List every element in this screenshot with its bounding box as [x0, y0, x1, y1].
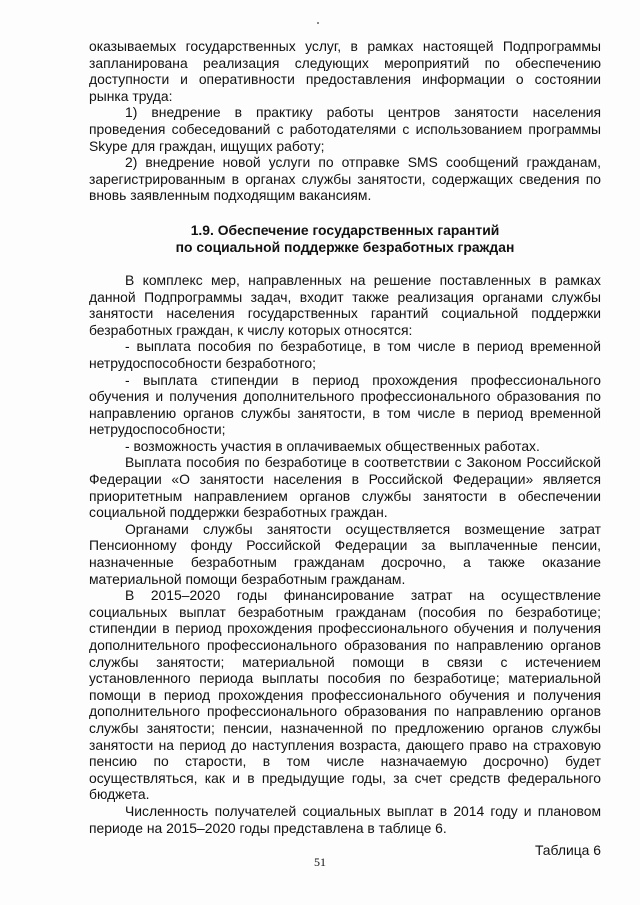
page-number: 51 — [314, 855, 326, 869]
scan-mark — [317, 22, 319, 24]
list-item: - выплата пособия по безработице, в том числе в период временной нетрудоспособности безработного; — [89, 338, 601, 371]
paragraph: Численность получателей социальных выплат в 2014 году и плановом периоде на 2015–2020 годы представлена в таблице 6. — [89, 802, 601, 836]
paragraph: 1) внедрение в практику работы центров занятости населения проведения собеседований с работодателями с использованием программы Skype для граждан, ищущих работу; — [89, 104, 601, 154]
paragraph: Органами службы занятости осуществляется возмещение затрат Пенсионному фонду Российской Федерации за выплаченные пенсии, назначенные безработным гражданам досрочно, а также оказание материальной помощи безработным гражданам. — [89, 520, 601, 587]
list-item: - возможность участия в оплачиваемых общественных работах. — [125, 437, 540, 454]
section-title-line: 1.9. Обеспечение государственных гарантий — [190, 221, 500, 238]
section-title-line: по социальной поддержке безработных граждан — [175, 238, 515, 255]
paragraph: В комплекс мер, направленных на решение поставленных в рамках данной Подпрограммы задач, входит также реализация органами службы занятости населения государственных гарантий социальной поддержки безработных граждан, к числу которых относятся: — [89, 271, 601, 338]
table-label: Таблица 6 — [534, 842, 601, 859]
paragraph: 2) внедрение новой услуги по отправке SMS сообщений гражданам, зарегистрированным в органах службы занятости, содержащих сведения по вновь заявленным подходящим вакансиям. — [89, 154, 601, 204]
paragraph: Выплата пособия по безработице в соответствии с Законом Российской Федерации «О занятости населения в Российской Федерации» является приоритетным направлением органов службы занятости в обеспечении социальной поддержки безработных граждан. — [89, 454, 601, 521]
paragraph: В 2015–2020 годы финансирование затрат на осуществление социальных выплат безработным гражданам (пособия по безработице; стипендии в период прохождения профессионального обучения и получения дополнительного профессионального образования по направлению органов службы занятости; материальной помощи в связи с истечением установленного периода выплаты пособия по безработице; материальной помощи в период прохождения профессионального обучения и получения дополнительного профессионального образования по направлению органов службы занятости; пенсии, назначенной по предложению органов службы занятости на период до наступления возраста, дающего право на страховую пенсию по старости, в том числе назначаемую досрочно) будет осуществляться, как и в предыдущие годы, за счет средств федерального бюджета. — [89, 587, 601, 803]
list-item: - выплата стипендии в период прохождения профессионального обучения и получения дополнительного профессионального образования по направлению органов службы занятости, в том числе в период временной нетрудоспособности; — [89, 371, 601, 438]
page-content — [89, 38, 601, 859]
paragraph: оказываемых государственных услуг, в рамках настоящей Подпрограммы запланирована реализация следующих мероприятий по обеспечению доступности и оперативности предоставления информации о состоянии рынка труда: — [89, 38, 601, 104]
section-heading — [89, 222, 601, 256]
